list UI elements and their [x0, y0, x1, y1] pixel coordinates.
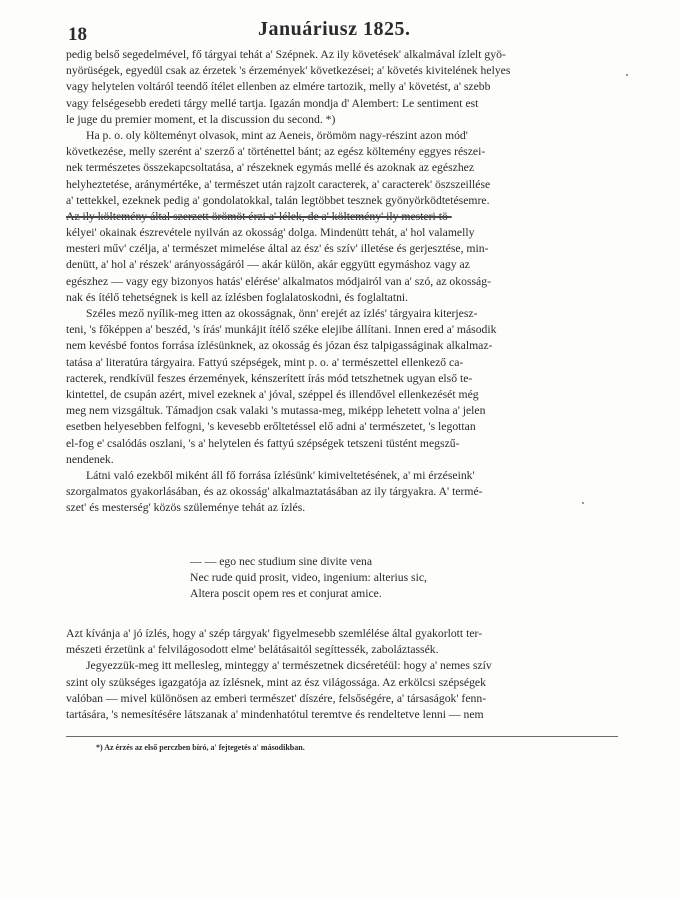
- text-line: vagy felségesebb eredeti tárgy mellé tartja. Igazán mondja d' Alembert: Le sentiment est: [66, 96, 479, 110]
- lower-text: [66, 626, 618, 723]
- text-line: szint oly szükséges igazgatója az ízlésnek, mint az ész világossága. Az erkölcsi szépségek: [66, 675, 486, 689]
- text-line: nek természetes összekapcsoltatása, a' részeknek egymás mellé és azoknak az egészhez: [66, 161, 475, 175]
- text-line: Jegyezzük-meg itt mellesleg, minteggy a' természetnek dicséretéül: hogy a' nemes szív: [86, 659, 492, 673]
- text-line: valóban — mivel különösen az emberi természet' díszére, felsőségére, a' társaságok' fenn-: [66, 691, 487, 705]
- page-number: 18: [68, 24, 87, 45]
- main-text: [66, 47, 618, 516]
- footnote: *) Az érzés az első perczben bíró, a' fejtegetés a' másodikban.: [96, 743, 305, 752]
- text-line: denütt, a' hol a' részek' arányosságáról — akár külön, akár eggyütt egymáshoz vagy az: [66, 258, 470, 272]
- text-line: mesteri műv' czélja, a' természet mimelése által az ész' és szív' illetése és gerjesztése, min-: [66, 242, 489, 256]
- text-line: le juge du premier moment, et la discussion du second. *): [66, 112, 336, 126]
- quotation-line: — — ego nec studium sine divite vena: [190, 555, 373, 568]
- quotation-line: Altera poscit opem res et conjurat amice.: [190, 587, 382, 600]
- text-line: meg nem vizsgáltuk. Támadjon csak valaki 's mutassa-meg, miképp lehetett volna a' jelen: [66, 404, 486, 418]
- text-line: racterek, rendkívül feszes érzemények, kénszerített írás mód tetszhetnek ugyan első te-: [66, 371, 473, 385]
- text-line: esetben helyesebben felfogni, 's kevesebb erőltetéssel elő adni a' természetet, 's legottan: [66, 420, 476, 434]
- text-line: szorgalmatos gyakorlásában, és az okosság' alkalmaztatásában az ily tárgyakra. A' termé-: [66, 485, 483, 499]
- text-line: Széles mező nyílik-meg itten az okosságnak, önn' erejét az ízlés' tárgyaira kiterjesz-: [86, 307, 478, 320]
- text-line: szet' és mesterség' közös szüleménye tehát az ízlés.: [66, 501, 306, 515]
- text-line: nyörüségek, egyedül csak az érzetek 's érzemények' következései; a' követés kivitelének helyes: [66, 64, 511, 78]
- text-line: Látni való ezekből miként áll fő forrása ízlésünk' kimiveltetésének, a' mi érzéseink': [86, 468, 475, 482]
- text-line: vagy helytelen voltáról teendő ítélet ellenben az elmére tartozik, melly a' követést, a' szebb: [66, 80, 491, 94]
- footnote-divider: [66, 736, 618, 737]
- text-line: kélyei' okainak észrevétele nyilván az okosság' dolga. Mindenütt tehát, a' hol valamelly: [66, 226, 475, 240]
- print-speck: [582, 502, 584, 504]
- text-line: teni, 's főképpen a' beszéd, 's írás' munkájit ítélő széke elejibe állítani. Innen ered a' második: [66, 323, 497, 337]
- text-line: tatása a' literatúra tárgyaira. Fattyú szépségek, mint p. o. a' természettel ellenkező ca-: [66, 355, 464, 369]
- text-line: tartására, 's nemesítésére látszanak a' mindenhatótul teremtve és rendeltetve lenni — nem: [66, 707, 484, 721]
- text-line: Azt kívánja a' jó ízlés, hogy a' szép tárgyak' figyelmesebb szemlélése által gyakorlott ter-: [66, 627, 483, 640]
- text-line: helyheztetése, aránymértéke, a' természet után rajzolt caracterek, a' caracterek' öszszeillése: [66, 177, 491, 191]
- text-line: a' tettekkel, ezeknek pedig a' gondolatokkal, talán legtöbbet tesznek gyönyörködtetésemre.: [66, 193, 490, 207]
- text-line: Ha p. o. oly költeményt olvasok, mint az Aeneis, örömöm nagy-részint azon mód': [86, 128, 468, 142]
- text-line: nendenek.: [66, 452, 114, 466]
- latin-quotation: [190, 554, 550, 602]
- page-header: [68, 18, 620, 48]
- text-line: pedig belső segedelmével, fő tárgyai tehát a' Szépnek. Az ily követések' alkalmával ízlelt gyö-: [66, 48, 506, 61]
- text-line: kintettel, de csupán azért, mivel ezeknek a' jóval, széppel és illendővel ellenkezését még: [66, 387, 479, 401]
- text-line: mészeti érzetünk a' felvilágosodott elme' belátásaitól segíttessék, zaboláztassék.: [66, 643, 439, 657]
- quotation-line: Nec rude quid prosit, video, ingenium: alterius sic,: [190, 571, 427, 584]
- text-line-struck: Az ily költemény által szerzett örömöt érzi a' lélek, de a' költemény' ily mesteri tö-: [66, 209, 452, 223]
- text-line: nak és ítélő tehetségnek is kell az ízlésben foglalatoskodni, és foglaltatni.: [66, 290, 409, 304]
- text-line: következése, melly szerént a' szerző a' történettel bánt; az egész költemény eggyes részei-: [66, 145, 486, 159]
- text-line: egészhez — vagy egy bizonyos hatás' elérése' alkalmatos módjairól van a' szó, az okosság-: [66, 274, 491, 288]
- text-line: nem kevésbé fontos forrása ízlésünknek, az okosság és józan ész talpigasságinak alkalmaz-: [66, 339, 493, 353]
- text-line: el-fog e' csalódás oszlani, 's a' helytelen és fattyú szépségek tetszeni tüstént megszű-: [66, 436, 460, 450]
- print-speck: [626, 74, 628, 76]
- running-head: Januáriusz 1825.: [258, 18, 411, 40]
